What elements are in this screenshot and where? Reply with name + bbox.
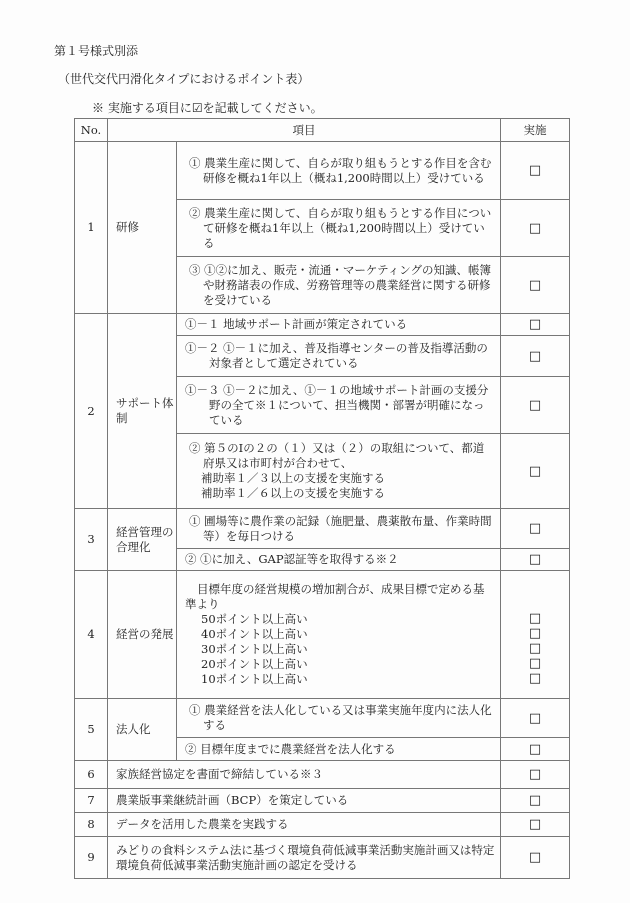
item-text: ① 農業経営を法人化している又は事業実施年度内に法人化する bbox=[189, 703, 492, 732]
table-row bbox=[75, 813, 570, 837]
item-text: ① 圃場等に農作業の記録（施肥量、農薬散布量、作業時間等）を毎日つける bbox=[189, 513, 492, 543]
option-label: 30ポイント以上高い bbox=[201, 642, 308, 656]
subsidy-line: 補助率１／６以上の支援を実施する bbox=[201, 486, 385, 500]
checkbox[interactable]: □ bbox=[501, 549, 570, 571]
row-category: 経営管理の合理化 bbox=[108, 509, 177, 571]
item-text: 家族経営協定を書面で締結している※３ bbox=[108, 761, 501, 789]
item-text: 農業版事業継続計画（BCP）を策定している bbox=[108, 789, 501, 813]
row-number: 2 bbox=[75, 314, 108, 509]
checkbox[interactable]: □ bbox=[501, 738, 570, 761]
checkbox[interactable]: □ bbox=[501, 377, 570, 434]
header-check: 実施 bbox=[501, 119, 570, 142]
checkbox[interactable]: □ bbox=[528, 626, 542, 641]
checkbox[interactable]: □ bbox=[501, 789, 570, 813]
checkbox[interactable]: □ bbox=[501, 314, 570, 336]
subsidy-line: 補助率１／３以上の支援を実施する bbox=[201, 471, 385, 485]
table-row bbox=[75, 571, 570, 699]
table-row bbox=[75, 789, 570, 813]
item-text: ② 第５のⅠの２の（１）又は（２）の取組について、都道府県又は市町村が合わせて、 bbox=[189, 441, 485, 470]
item-text: ③ ①②に加え、販売・流通・マーケティングの知識、帳簿や財務諸表の作成、労務管理等の農業経営に関する研修を受けている bbox=[189, 262, 491, 307]
checkbox-group bbox=[501, 571, 570, 699]
item-text: ①－３ ①－２に加え、①－１の地域サポート計画の支援分野の全て※１について、担当機関・部署が明確になっている bbox=[185, 382, 489, 427]
option-label: 10ポイント以上高い bbox=[201, 672, 308, 686]
row-number: 3 bbox=[75, 509, 108, 571]
row-number: 9 bbox=[75, 837, 108, 879]
header-item: 項目 bbox=[108, 119, 501, 142]
item-text: データを活用した農業を実践する bbox=[108, 813, 501, 837]
item-text: ① 農業生産に関して、自らが取り組もうとする作目を含む研修を概ね1年以上（概ね1,200時間以上）受けている bbox=[189, 155, 492, 185]
item-text: ② 農業生産に関して、自らが取り組もうとする作目について研修を概ね1年以上（概ね1,200時間以上）受けている bbox=[189, 205, 492, 250]
point-table bbox=[74, 118, 570, 879]
checkbox[interactable]: □ bbox=[501, 509, 570, 549]
table-row bbox=[75, 509, 570, 549]
row-category: 法人化 bbox=[108, 699, 177, 761]
row-number: 7 bbox=[75, 789, 108, 813]
checkbox[interactable]: □ bbox=[528, 656, 542, 671]
table-row bbox=[75, 699, 570, 738]
row-number: 6 bbox=[75, 761, 108, 789]
row-number: 8 bbox=[75, 813, 108, 837]
option-label: 40ポイント以上高い bbox=[201, 627, 308, 641]
header-no: No. bbox=[75, 119, 108, 142]
item-text: ①－２ ①－１に加え、普及指導センターの普及指導活動の対象者として選定されている bbox=[185, 341, 488, 370]
checkbox[interactable]: □ bbox=[501, 142, 570, 200]
checkbox[interactable]: □ bbox=[501, 837, 570, 879]
option-label: 20ポイント以上高い bbox=[201, 657, 308, 671]
header-row bbox=[75, 119, 570, 142]
instruction-note: ※ 実施する項目に☑を記載してください。 bbox=[92, 101, 323, 115]
row-number: 4 bbox=[75, 571, 108, 699]
checkbox[interactable]: □ bbox=[528, 641, 542, 656]
row-category: 経営の発展 bbox=[108, 571, 177, 699]
row-number: 5 bbox=[75, 699, 108, 761]
checkbox[interactable]: □ bbox=[528, 671, 542, 686]
item-text: ② 目標年度までに農業経営を法人化する bbox=[185, 741, 396, 756]
row-category: サポート体制 bbox=[108, 314, 177, 509]
checkbox[interactable]: □ bbox=[501, 761, 570, 789]
checkbox[interactable]: □ bbox=[501, 699, 570, 738]
table-row bbox=[75, 761, 570, 789]
checkbox[interactable]: □ bbox=[501, 434, 570, 509]
checkbox[interactable]: □ bbox=[501, 257, 570, 314]
checkbox[interactable]: □ bbox=[528, 611, 542, 626]
option-label: 50ポイント以上高い bbox=[201, 612, 308, 626]
table-row bbox=[75, 314, 570, 336]
item-text: みどりの食料システム法に基づく環境負荷低減事業活動実施計画又は特定環境負荷低減事業活動実施計画の認定を受ける bbox=[108, 837, 501, 879]
item-intro: 目標年度の経営規模の増加割合が、成果目標で定める基準より bbox=[185, 582, 485, 611]
checkbox[interactable]: □ bbox=[501, 336, 570, 377]
row-category: 研修 bbox=[108, 142, 177, 314]
checkbox[interactable]: □ bbox=[501, 813, 570, 837]
row-number: 1 bbox=[75, 142, 108, 314]
checkbox[interactable]: □ bbox=[501, 200, 570, 257]
table-row bbox=[75, 142, 570, 200]
table-row bbox=[75, 837, 570, 879]
table-subtitle: （世代交代円滑化タイプにおけるポイント表） bbox=[58, 72, 310, 86]
form-number-title: 第１号様式別添 bbox=[54, 44, 139, 58]
item-text: ①－１ 地域サポート計画が策定されている bbox=[185, 317, 408, 331]
item-text: ② ①に加え、GAP認証等を取得する※２ bbox=[185, 552, 399, 566]
